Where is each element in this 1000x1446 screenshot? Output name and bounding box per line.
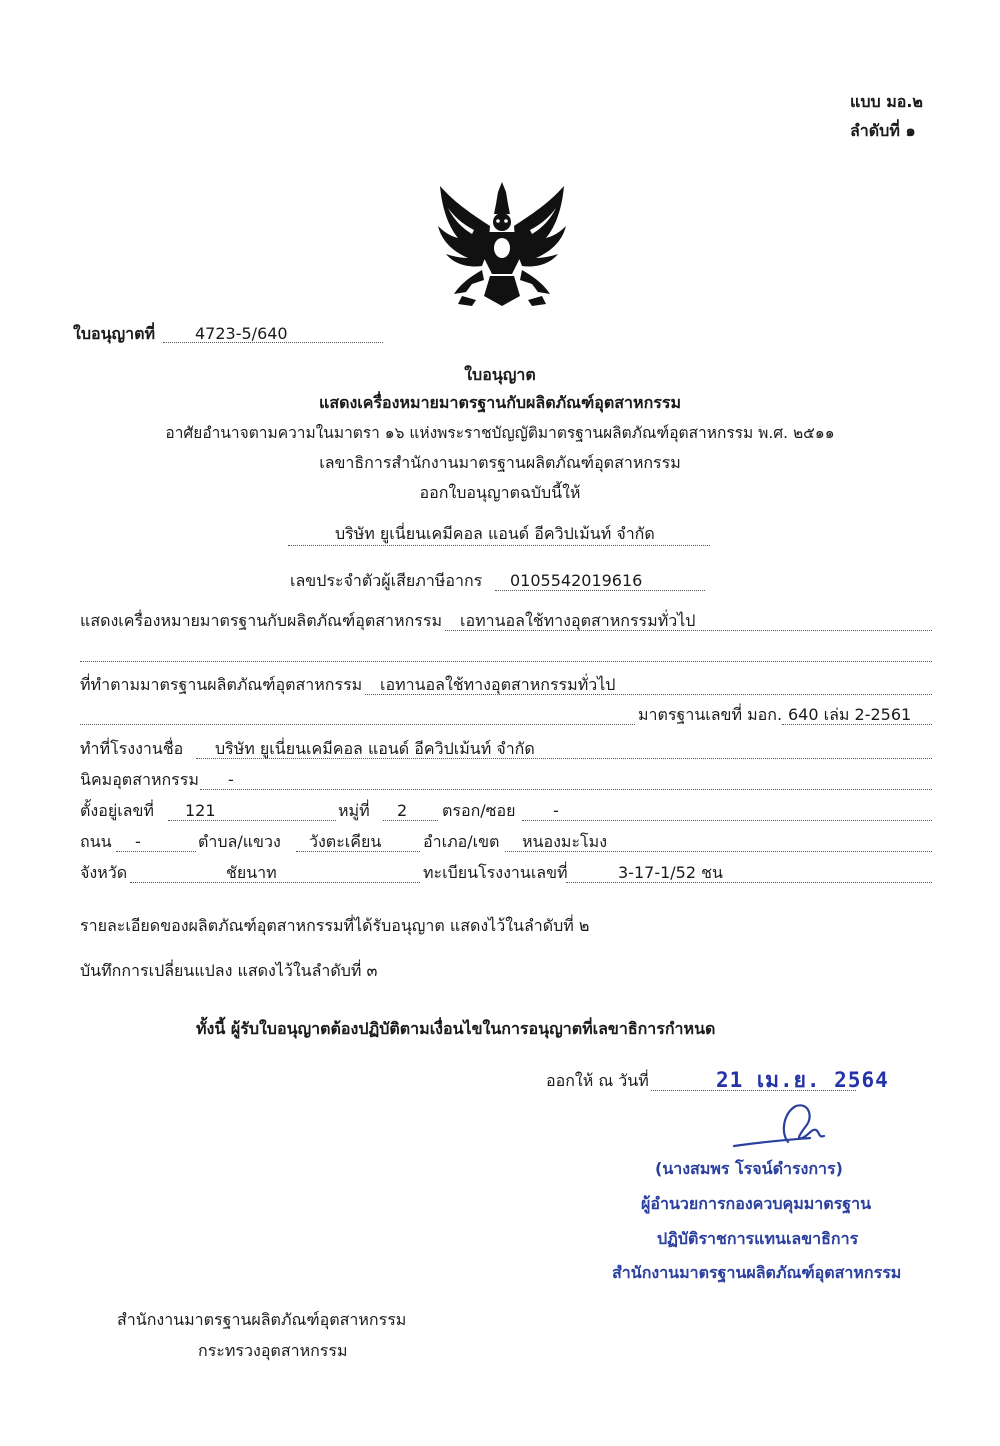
signer-title-1: ผู้อำนวยการกองควบคุมมาตรฐาน — [641, 1194, 871, 1213]
address-number-label: ตั้งอยู่เลขที่ — [80, 801, 154, 820]
tax-id-label: เลขประจำตัวผู้เสียภาษีอากร — [290, 571, 483, 590]
factory-registration-value: 3-17-1/52 ชน — [618, 863, 723, 882]
soi-value: - — [553, 801, 559, 820]
estate-value: - — [228, 770, 234, 789]
mark-product-line-2 — [80, 661, 932, 662]
soi-label: ตรอก/ซอย — [442, 801, 516, 820]
issuer-line: เลขาธิการสำนักงานมาตรฐานผลิตภัณฑ์อุตสาหกรรม — [319, 453, 681, 472]
tax-id: 0105542019616 — [510, 571, 643, 590]
signer-title-2: ปฏิบัติราชการแทนเลขาธิการ — [657, 1229, 859, 1248]
details-note: รายละเอียดของผลิตภัณฑ์อุตสาหกรรมที่ได้รับอนุญาต แสดงไว้ในลำดับที่ ๒ — [80, 916, 590, 935]
form-code: แบบ มอ.๒ — [850, 92, 923, 111]
factory-label: ทำที่โรงงานชื่อ — [80, 739, 184, 758]
address-number: 121 — [185, 801, 216, 820]
changes-note: บันทึกการเปลี่ยนแปลง แสดงไว้ในลำดับที่ ๓ — [80, 961, 378, 980]
signer-title-3: สำนักงานมาตรฐานผลิตภัณฑ์อุตสาหกรรม — [612, 1263, 902, 1282]
standard-product: เอทานอลใช้ทางอุตสาหกรรมทั่วไป — [380, 675, 616, 694]
factory-registration-label: ทะเบียนโรงงานเลขที่ — [423, 863, 568, 882]
document-title: ใบอนุญาต — [464, 365, 536, 384]
issued-on-label: ออกให้ ณ วันที่ — [546, 1071, 649, 1090]
road-line — [116, 851, 196, 852]
soi-line — [522, 820, 932, 821]
estate-line — [200, 789, 932, 790]
province-value: ชัยนาท — [226, 863, 277, 882]
mark-label: แสดงเครื่องหมายมาตรฐานกับผลิตภัณฑ์อุตสาหกรรม — [80, 611, 442, 630]
province-label: จังหวัด — [80, 863, 128, 882]
subdistrict-value: วังตะเคียน — [309, 832, 382, 851]
standard-number-label: มาตรฐานเลขที่ มอก. — [638, 705, 783, 724]
district-label: อำเภอ/เขต — [423, 832, 500, 851]
footer-office: สำนักงานมาตรฐานผลิตภัณฑ์อุตสาหกรรม — [117, 1310, 407, 1329]
company-name: บริษัท ยูเนี่ยนเคมีคอล แอนด์ อีควิปเม้นท์ จำกัด — [335, 524, 655, 543]
document-subtitle: แสดงเครื่องหมายมาตรฐานกับผลิตภัณฑ์อุตสาหกรรม — [319, 393, 681, 412]
road-label: ถนน — [80, 832, 112, 851]
standard-label: ที่ทำตามมาตรฐานผลิตภัณฑ์อุตสาหกรรม — [80, 675, 363, 694]
license-number: 4723-5/640 — [195, 324, 288, 343]
footer-ministry: กระทรวงอุตสาหกรรม — [198, 1341, 348, 1360]
moo-value: 2 — [397, 801, 408, 820]
issued-date-stamp: 21 เม.ย. 2564 — [716, 1068, 889, 1092]
license-number-label: ใบอนุญาตที่ — [73, 324, 156, 343]
issue-line: ออกใบอนุญาตฉบับนี้ให้ — [419, 483, 581, 502]
signature-icon — [730, 1098, 840, 1158]
standard-product-line-2 — [80, 724, 635, 725]
moo-label: หมู่ที่ — [338, 801, 370, 820]
signer-name: (นางสมพร โรจน์ดำรงการ) — [655, 1159, 843, 1178]
moo-line — [383, 820, 438, 821]
standard-number: 640 เล่ม 2-2561 — [788, 705, 912, 724]
garuda-emblem-icon — [432, 178, 572, 313]
road-value: - — [135, 832, 141, 851]
district-value: หนองมะโมง — [522, 832, 607, 851]
authority-line: อาศัยอำนาจตามความในมาตรา ๑๖ แห่งพระราชบัญญัติมาตรฐานผลิตภัณฑ์อุตสาหกรรม พ.ศ. ๒๕๑๑ — [165, 424, 835, 442]
mark-product: เอทานอลใช้ทางอุตสาหกรรมทั่วไป — [460, 611, 696, 630]
estate-label: นิคมอุตสาหกรรม — [80, 770, 199, 789]
subdistrict-label: ตำบล/แขวง — [198, 832, 281, 851]
factory-name: บริษัท ยูเนี่ยนเคมีคอล แอนด์ อีควิปเม้นท์ จำกัด — [215, 739, 535, 758]
sequence-number: ลำดับที่ ๑ — [850, 121, 916, 140]
condition-note: ทั้งนี้ ผู้รับใบอนุญาตต้องปฏิบัติตามเงื่อนไขในการอนุญาตที่เลขาธิการกำหนด — [196, 1019, 716, 1038]
company-name-line — [288, 545, 710, 546]
